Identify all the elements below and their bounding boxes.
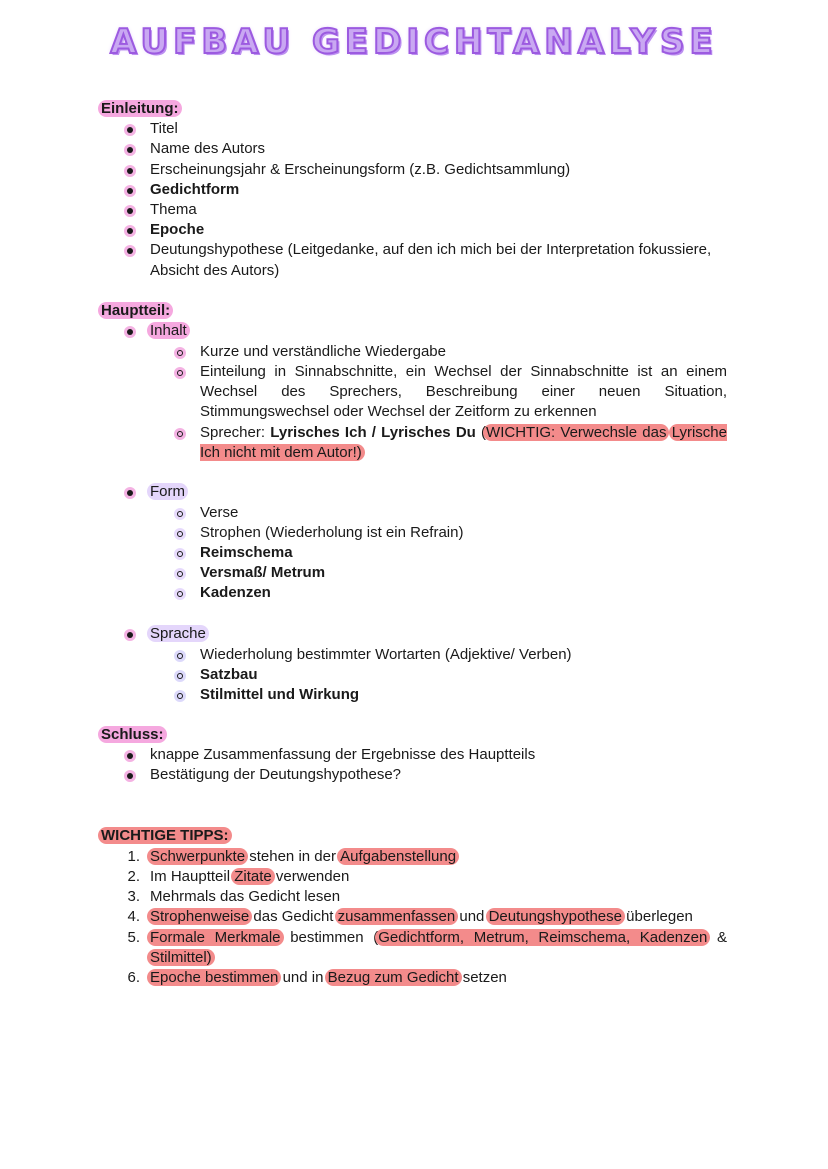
list-number: 1. — [127, 848, 140, 865]
sub-bullet-icon — [174, 528, 186, 540]
bullet-icon — [124, 185, 136, 197]
list-item: Versmaß/ Metrum — [200, 564, 326, 581]
sprache-label: Sprache — [150, 624, 206, 644]
list-item: Kurze und verständliche Wiedergabe — [200, 343, 446, 360]
schluss-heading: Schluss: — [101, 725, 164, 745]
list-item: Bestätigung der Deutungshypothese? — [150, 766, 402, 783]
bullet-icon — [124, 225, 136, 237]
sub-bullet-icon — [174, 548, 186, 560]
tip-item-continuation: Stilmittel) — [150, 948, 212, 968]
bullet-icon — [124, 144, 136, 156]
list-number: 5. — [127, 929, 140, 946]
list-item: Einteilung in Sinnabschnitte, ein Wechsel der Sinnabschnitte ist an einem Wechsel des Sprechers, Beschreibung einer neuen Situation, Stimmungswechsel oder Wechsel der Zeitform zu erkennen — [200, 363, 727, 420]
tip-item: Im Hauptteil Zitate verwenden — [150, 868, 350, 885]
list-number: 2. — [127, 868, 140, 885]
tip-item: Mehrmals das Gedicht lesen — [150, 888, 341, 905]
sub-bullet-icon — [174, 650, 186, 662]
list-item: Erscheinungsjahr & Erscheinungsform (z.B. Gedichtsammlung) — [150, 161, 571, 178]
list-item: Stilmittel und Wirkung — [200, 686, 360, 703]
tip-item: Strophenweise das Gedicht zusammenfassen und Deutungshypothese überlegen — [150, 907, 693, 927]
tip-item: Formale Merkmale bestimmen Gedichtform, Metrum, Reimschema, Kadenzen & — [150, 928, 727, 948]
sub-bullet-icon — [174, 670, 186, 682]
list-item: Kadenzen — [200, 584, 271, 601]
inhalt-label: Inhalt — [150, 321, 187, 341]
bullet-icon — [124, 487, 136, 499]
list-item: Deutungshypothese (Leitgedanke, auf den ich mich bei der Interpretation fokussiere, — [150, 241, 712, 258]
list-item: Strophen (Wiederholung ist ein Refrain) — [200, 524, 464, 541]
page-title: AUFBAU GEDICHTANALYSE — [110, 22, 718, 62]
list-item: Titel — [150, 120, 178, 137]
sub-bullet-icon — [174, 428, 186, 440]
tip-item: Epoche bestimmen und in Bezug zum Gedicht setzen — [150, 968, 507, 988]
bullet-icon — [124, 770, 136, 782]
sub-bullet-icon — [174, 568, 186, 580]
list-item: knappe Zusammenfassung der Ergebnisse des Hauptteils — [150, 746, 536, 763]
list-item-continuation: Absicht des Autors) — [150, 262, 280, 279]
list-number: 3. — [127, 888, 140, 905]
bullet-icon — [124, 750, 136, 762]
sub-bullet-icon — [174, 347, 186, 359]
list-item: Gedichtform — [150, 181, 240, 198]
bullet-icon — [124, 205, 136, 217]
tip-item: Schwerpunkte stehen in der Aufgabenstellung — [150, 847, 456, 867]
bullet-icon — [124, 165, 136, 177]
list-item: Epoche — [150, 221, 205, 238]
bullet-icon — [124, 245, 136, 257]
bullet-icon — [124, 326, 136, 338]
list-item: Reimschema — [200, 544, 293, 561]
bullet-icon — [124, 124, 136, 136]
hauptteil-heading: Hauptteil: — [101, 301, 170, 321]
sub-bullet-icon — [174, 588, 186, 600]
sub-bullet-icon — [174, 508, 186, 520]
list-item: Verse — [200, 504, 239, 521]
form-label: Form — [150, 482, 185, 502]
list-number: 6. — [127, 969, 140, 986]
list-item: Thema — [150, 201, 197, 218]
list-item-sprecher: Sprecher: Lyrisches Ich / Lyrisches Du WICHTIG: Verwechsle das Lyrische Ich nicht mit dem Autor!) — [200, 424, 727, 461]
sub-bullet-icon — [174, 367, 186, 379]
list-number: 4. — [127, 908, 140, 925]
tipps-heading: WICHTIGE TIPPS: — [101, 826, 229, 846]
einleitung-heading: Einleitung: — [101, 99, 179, 119]
list-item: Wiederholung bestimmter Wortarten (Adjektive/ Verben) — [200, 646, 572, 663]
list-item: Satzbau — [200, 666, 258, 683]
sub-bullet-icon — [174, 690, 186, 702]
list-item: Name des Autors — [150, 140, 266, 157]
bullet-icon — [124, 629, 136, 641]
